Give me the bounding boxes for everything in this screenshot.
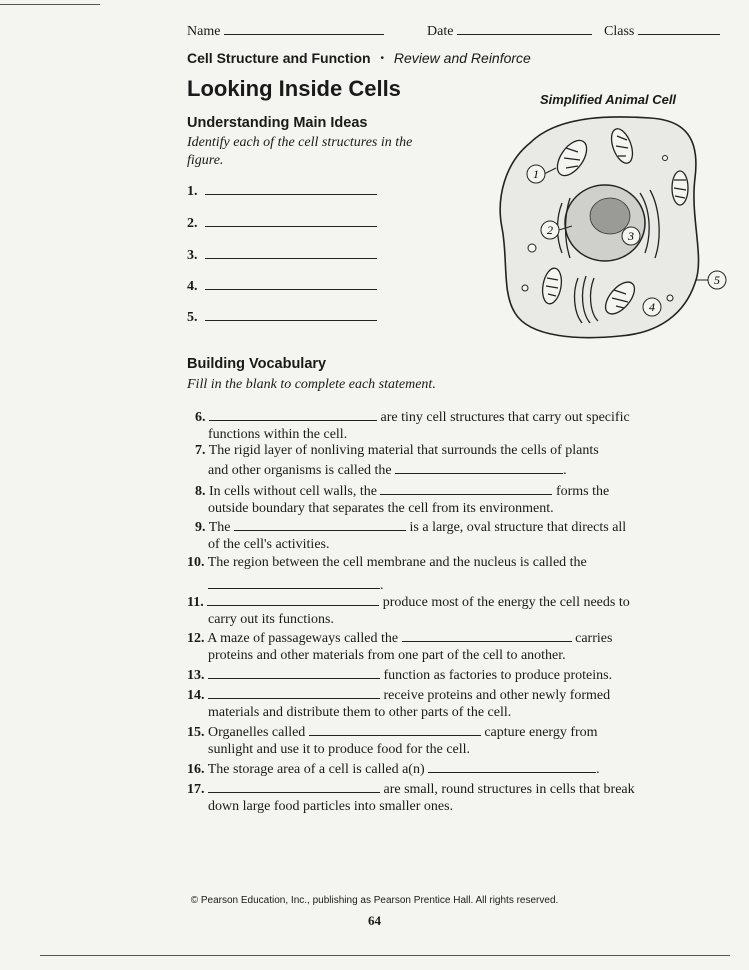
answer-number: 4.	[187, 279, 198, 294]
q15-continuation: sunlight and use it to produce food for the cell.	[208, 742, 471, 757]
blank-q11[interactable]	[207, 591, 379, 606]
subtitle	[187, 50, 531, 66]
question-number: 14.	[187, 688, 205, 703]
series-title: Review and Reinforce	[393, 50, 531, 66]
class-label: Class	[604, 24, 635, 39]
question-16	[187, 758, 667, 778]
answer-blank-5[interactable]	[205, 306, 377, 321]
question-number: 17.	[187, 782, 205, 797]
blank-q15[interactable]	[309, 721, 481, 736]
question-number: 8.	[195, 484, 206, 499]
q16-end: .	[596, 762, 600, 777]
q7-text: The rigid layer of nonliving material that surrounds the cells of plants	[208, 443, 599, 458]
label-3: 3	[628, 229, 634, 243]
q17-text: are small, round structures in cells that break	[383, 782, 635, 797]
blank-q9[interactable]	[234, 516, 406, 531]
q9-continuation: of the cell's activities.	[208, 537, 330, 552]
main-ideas-instructions	[187, 134, 437, 170]
class-field[interactable]	[604, 20, 720, 40]
question-13	[187, 664, 667, 684]
blank-q7[interactable]	[395, 459, 563, 474]
answer-number: 3.	[187, 248, 198, 263]
q7-end: .	[563, 463, 567, 478]
figure-title: Simplified Animal Cell	[540, 92, 677, 107]
date-label: Date	[427, 24, 454, 39]
answer-blank-1[interactable]	[205, 180, 377, 195]
name-label: Name	[187, 24, 221, 39]
question-number: 6.	[195, 410, 206, 425]
q16-before: The storage area of a cell is called a(n)	[207, 762, 425, 777]
copyright-notice: © Pearson Education, Inc., publishing as Pearson Prentice Hall. All rights reserved.	[190, 895, 559, 906]
q12-continuation: proteins and other materials from one part of the cell to another.	[208, 648, 566, 663]
question-7	[187, 442, 667, 479]
subtitle-bullet: •	[380, 53, 384, 64]
question-number: 12.	[187, 631, 205, 646]
label-5: 5	[714, 273, 720, 287]
page-title: Looking Inside Cells	[187, 76, 401, 101]
question-6	[187, 406, 667, 443]
main-ideas-heading: Understanding Main Ideas	[187, 115, 368, 131]
chapter-title: Cell Structure and Function	[187, 50, 371, 66]
answer-row-2[interactable]	[187, 212, 377, 232]
q14-text: receive proteins and other newly formed	[383, 688, 611, 703]
q15-before: Organelles called	[208, 725, 306, 740]
blank-q6[interactable]	[209, 406, 377, 421]
question-12	[187, 627, 667, 664]
answer-number: 2.	[187, 216, 198, 231]
question-number: 9.	[195, 520, 206, 535]
page-number: 64	[368, 913, 381, 928]
answer-row-4[interactable]	[187, 275, 377, 295]
class-blank[interactable]	[638, 20, 720, 35]
date-field[interactable]	[427, 20, 592, 40]
question-number: 7.	[195, 443, 206, 458]
q11-text: produce most of the energy the cell needs to	[382, 595, 630, 610]
answer-row-1[interactable]	[187, 180, 377, 200]
answer-row-5[interactable]	[187, 306, 377, 326]
q9-before: The	[208, 520, 231, 535]
answer-blank-2[interactable]	[205, 212, 377, 227]
instructions-line-2: figure.	[187, 153, 224, 168]
question-number: 15.	[187, 725, 205, 740]
question-17	[187, 778, 667, 815]
q11-continuation: carry out its functions.	[208, 612, 334, 627]
q8-after: forms the	[555, 484, 610, 499]
q14-continuation: materials and distribute them to other parts of the cell.	[208, 705, 512, 720]
label-4: 4	[649, 300, 655, 314]
instructions-line-1: Identify each of the cell structures in the	[187, 135, 413, 150]
question-8	[187, 480, 667, 517]
q7-continuation: and other organisms is called the	[208, 463, 392, 478]
question-number: 16.	[187, 762, 205, 777]
q9-after: is a large, oval structure that directs all	[409, 520, 627, 535]
q6-continuation: functions within the cell.	[208, 427, 348, 442]
blank-q13[interactable]	[208, 664, 380, 679]
vocabulary-heading: Building Vocabulary	[187, 356, 327, 372]
label-1: 1	[533, 167, 539, 181]
answer-blank-4[interactable]	[205, 275, 377, 290]
question-9	[187, 516, 667, 553]
top-rule	[0, 4, 100, 5]
name-blank[interactable]	[224, 20, 384, 35]
q8-before: In cells without cell walls, the	[209, 484, 377, 499]
question-15	[187, 721, 667, 758]
blank-q8[interactable]	[380, 480, 552, 495]
question-14	[187, 684, 667, 721]
q8-continuation: outside boundary that separates the cell from its environment.	[208, 501, 554, 516]
q12-before: A maze of passageways called the	[207, 631, 399, 646]
bottom-rule	[40, 955, 730, 956]
nucleolus	[590, 198, 630, 234]
blank-q17[interactable]	[208, 778, 380, 793]
q17-continuation: down large food particles into smaller ones.	[208, 799, 454, 814]
blank-q16[interactable]	[428, 758, 596, 773]
label-2: 2	[547, 223, 553, 237]
q15-after: capture energy from	[484, 725, 598, 740]
answer-number: 5.	[187, 310, 198, 325]
question-number: 13.	[187, 668, 205, 683]
q13-text: function as factories to produce proteins.	[383, 668, 613, 683]
answer-blank-3[interactable]	[205, 244, 377, 259]
question-11	[187, 591, 667, 628]
q6-text: are tiny cell structures that carry out specific	[380, 410, 630, 425]
vocabulary-instructions: Fill in the blank to complete each statement.	[187, 377, 436, 392]
animal-cell-diagram	[490, 108, 730, 348]
q10-end: .	[380, 578, 384, 593]
question-number: 10.	[187, 555, 205, 570]
answer-number: 1.	[187, 184, 198, 199]
question-number: 11.	[187, 595, 204, 610]
name-field[interactable]	[187, 20, 384, 40]
q10-text: The region between the cell membrane and the nucleus is called the	[207, 555, 587, 570]
date-blank[interactable]	[457, 20, 592, 35]
blank-q14[interactable]	[208, 684, 380, 699]
question-10	[187, 554, 667, 594]
blank-q12[interactable]	[402, 627, 572, 642]
blank-q10[interactable]	[208, 574, 380, 589]
q12-after: carries	[575, 631, 613, 646]
answer-row-3[interactable]	[187, 244, 377, 264]
